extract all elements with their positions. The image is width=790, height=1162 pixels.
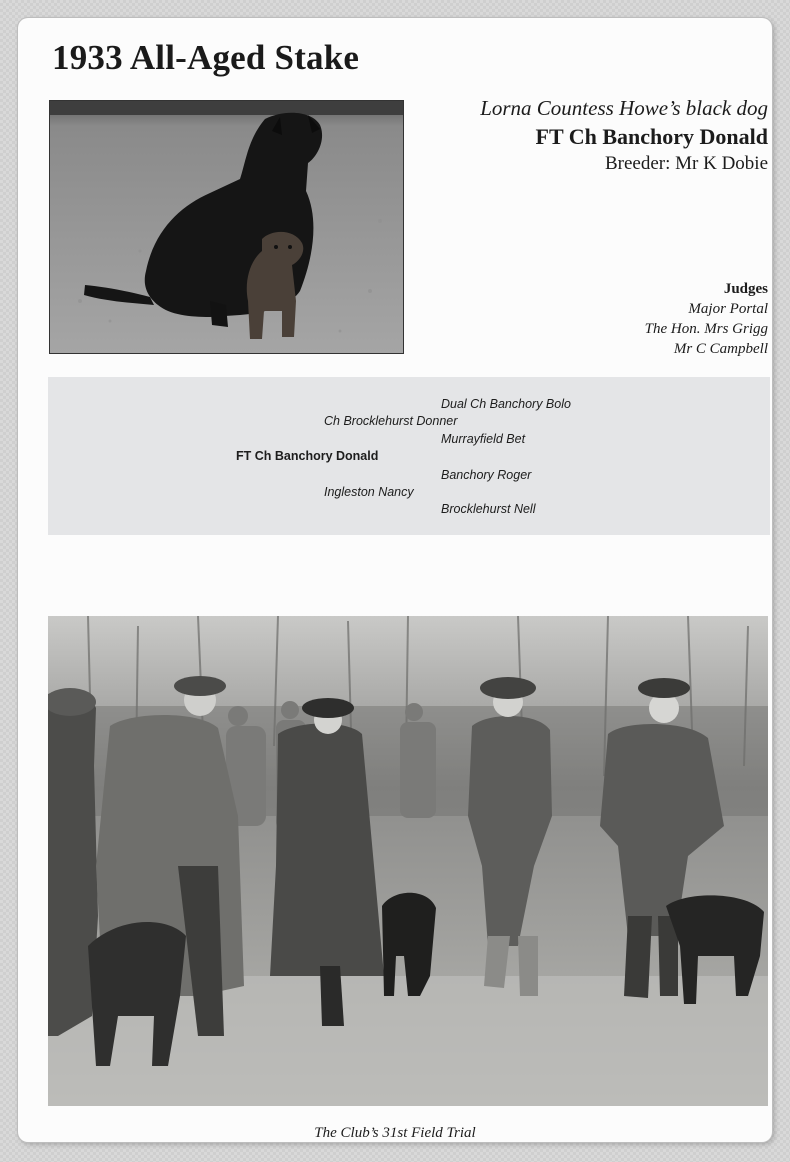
winner-name: FT Ch Banchory Donald — [535, 124, 768, 149]
pedigree-panel — [48, 377, 770, 535]
judges-heading: Judges — [723, 281, 768, 297]
judge-name: Major Portal — [688, 301, 768, 317]
pedigree-dam-dam: Brocklehurst Nell — [441, 502, 536, 516]
dog-photo — [49, 100, 404, 354]
judge-name: Mr C Campbell — [673, 341, 768, 357]
owner-line: Lorna Countess Howe’s black dog — [480, 96, 768, 120]
field-trial-photo — [48, 616, 768, 1106]
pedigree-dam: Ingleston Nancy — [324, 485, 414, 499]
pedigree-sire-dam: Murrayfield Bet — [441, 432, 526, 446]
field-trial-image — [48, 616, 768, 1106]
judge-name: The Hon. Mrs Grigg — [644, 321, 768, 337]
judges-block — [645, 279, 768, 359]
photo-caption: The Club’s 31st Field Trial — [314, 1125, 476, 1141]
pedigree-sire: Ch Brocklehurst Donner — [324, 414, 458, 428]
pedigree-subject: FT Ch Banchory Donald — [236, 449, 379, 463]
pedigree-dam-sire: Banchory Roger — [441, 468, 532, 482]
pedigree-sire-sire: Dual Ch Banchory Bolo — [441, 397, 571, 411]
page-title: 1933 All-Aged Stake — [52, 38, 360, 77]
owner-block — [480, 94, 768, 176]
breeder-line: Breeder: Mr K Dobie — [604, 153, 768, 174]
dog-photo-image — [50, 101, 403, 353]
